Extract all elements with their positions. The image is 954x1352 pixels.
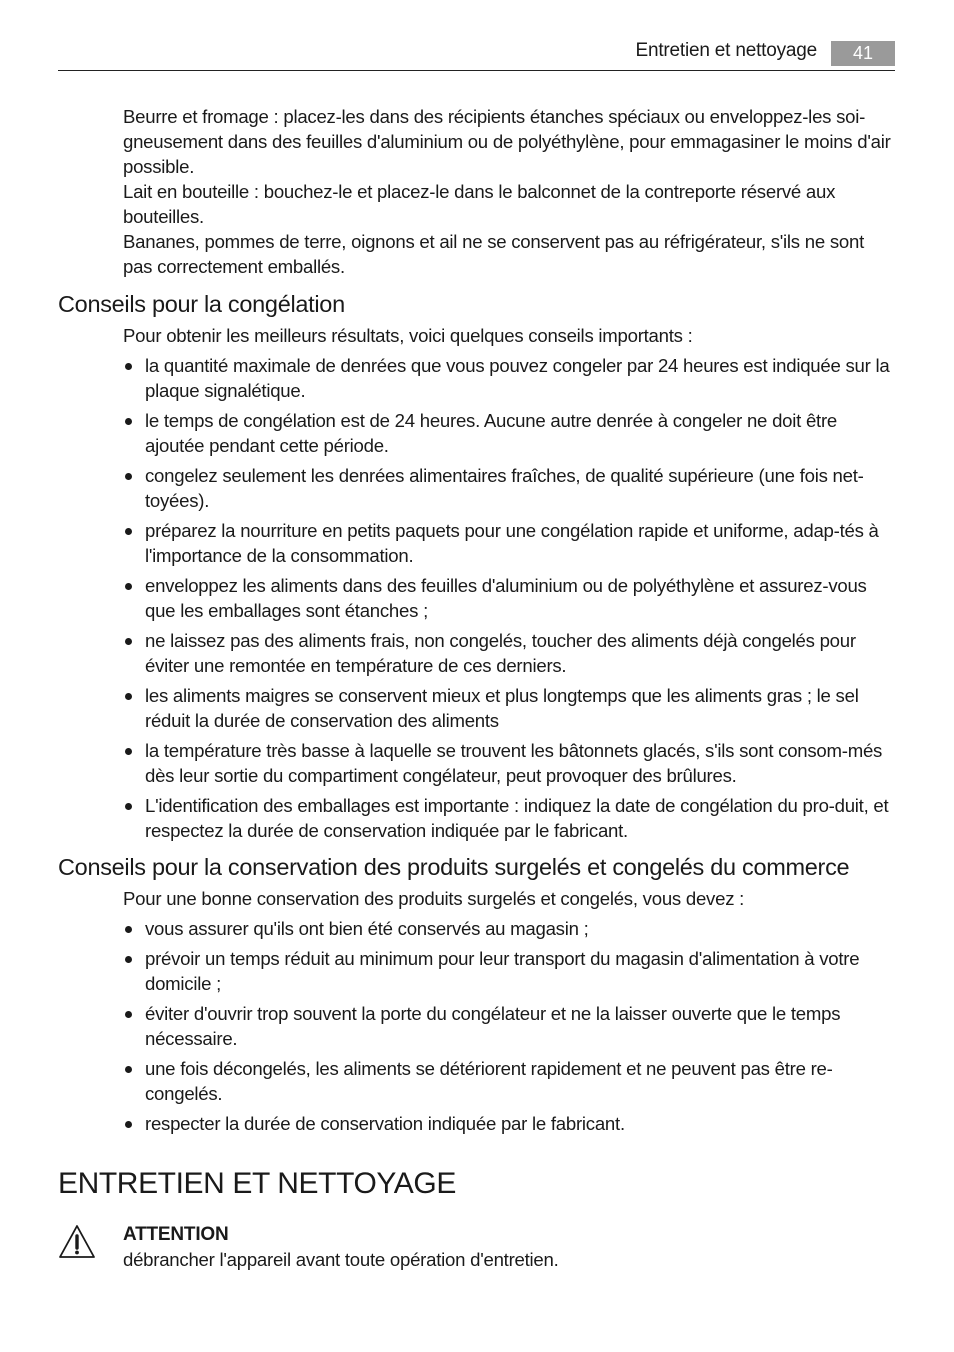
intro-paragraph-butter: Beurre et fromage : placez-les dans des récipients étanches spéciaux ou enveloppez-les soi-gneusement dans des feuilles d'aluminium ou de polyéthylène, pour emmagasiner le moins d'air possible. bbox=[123, 106, 891, 177]
warning-content bbox=[123, 1222, 898, 1272]
warning-box bbox=[58, 1222, 898, 1272]
list-item: vous assurer qu'ils ont bien été conservés au magasin ; bbox=[123, 916, 898, 941]
freezing-intro: Pour obtenir les meilleurs résultats, voici quelques conseils importants : bbox=[123, 325, 693, 346]
list-item: prévoir un temps réduit au minimum pour leur transport du magasin d'alimentation à votre domicile ; bbox=[123, 946, 898, 996]
page-content bbox=[58, 104, 898, 1272]
maintenance-heading: ENTRETIEN ET NETTOYAGE bbox=[58, 1167, 456, 1200]
warning-text: débrancher l'appareil avant toute opération d'entretien. bbox=[123, 1249, 559, 1270]
list-item: enveloppez les aliments dans des feuilles d'aluminium ou de polyéthylène et assurez-vous que les emballages sont étanches ; bbox=[123, 573, 898, 623]
list-item: les aliments maigres se conservent mieux et plus longtemps que les aliments gras ; le sel réduit la durée de conservation des aliments bbox=[123, 683, 898, 733]
list-item: préparez la nourriture en petits paquets pour une congélation rapide et uniforme, adap-tés à l'importance de la consommation. bbox=[123, 518, 898, 568]
header-rule bbox=[58, 70, 895, 71]
list-item: respecter la durée de conservation indiquée par le fabricant. bbox=[123, 1111, 898, 1136]
list-item: le temps de congélation est de 24 heures. Aucune autre denrée à congeler ne doit être ajoutée pendant cette période. bbox=[123, 408, 898, 458]
list-item: L'identification des emballages est importante : indiquez la date de congélation du pro-duit, et respectez la durée de conservation indiquée par le fabricant. bbox=[123, 793, 898, 843]
freezing-heading: Conseils pour la congélation bbox=[58, 291, 345, 317]
list-item: éviter d'ouvrir trop souvent la porte du congélateur et ne la laisser ouverte que le temps nécessaire. bbox=[123, 1001, 898, 1051]
list-item: congelez seulement les denrées alimentaires fraîches, de qualité supérieure (une fois net-toyées). bbox=[123, 463, 898, 513]
freezing-list bbox=[123, 353, 898, 843]
freezing-section bbox=[123, 323, 898, 843]
header-title: Entretien et nettoyage bbox=[635, 40, 817, 61]
list-item: une fois décongelés, les aliments se détériorent rapidement et ne peuvent pas être re-congelés. bbox=[123, 1056, 898, 1106]
storage-heading: Conseils pour la conservation des produits surgelés et congelés du commerce bbox=[58, 854, 850, 880]
intro-block bbox=[123, 104, 898, 279]
storage-list bbox=[123, 916, 898, 1136]
intro-paragraph-bananas: Bananes, pommes de terre, oignons et ail ne se conservent pas au réfrigérateur, s'ils ne sont pas correctement emballés. bbox=[123, 231, 865, 277]
warning-title: ATTENTION bbox=[123, 1224, 229, 1245]
warning-triangle-icon bbox=[58, 1224, 96, 1260]
page-number: 41 bbox=[831, 41, 895, 66]
list-item: la quantité maximale de denrées que vous pouvez congeler par 24 heures est indiquée sur la plaque signalétique. bbox=[123, 353, 898, 403]
list-item: ne laissez pas des aliments frais, non congelés, toucher des aliments déjà congelés pour éviter une remontée en température de ces derniers. bbox=[123, 628, 898, 678]
list-item: la température très basse à laquelle se trouvent les bâtonnets glacés, s'ils sont consom-més dès leur sortie du compartiment congélateur, peut provoquer des brûlures. bbox=[123, 738, 898, 788]
intro-paragraph-milk: Lait en bouteille : bouchez-le et placez-le dans le balconnet de la contreporte réservé aux bouteilles. bbox=[123, 181, 836, 227]
storage-section bbox=[123, 886, 898, 1136]
storage-intro: Pour une bonne conservation des produits surgelés et congelés, vous devez : bbox=[123, 888, 745, 909]
